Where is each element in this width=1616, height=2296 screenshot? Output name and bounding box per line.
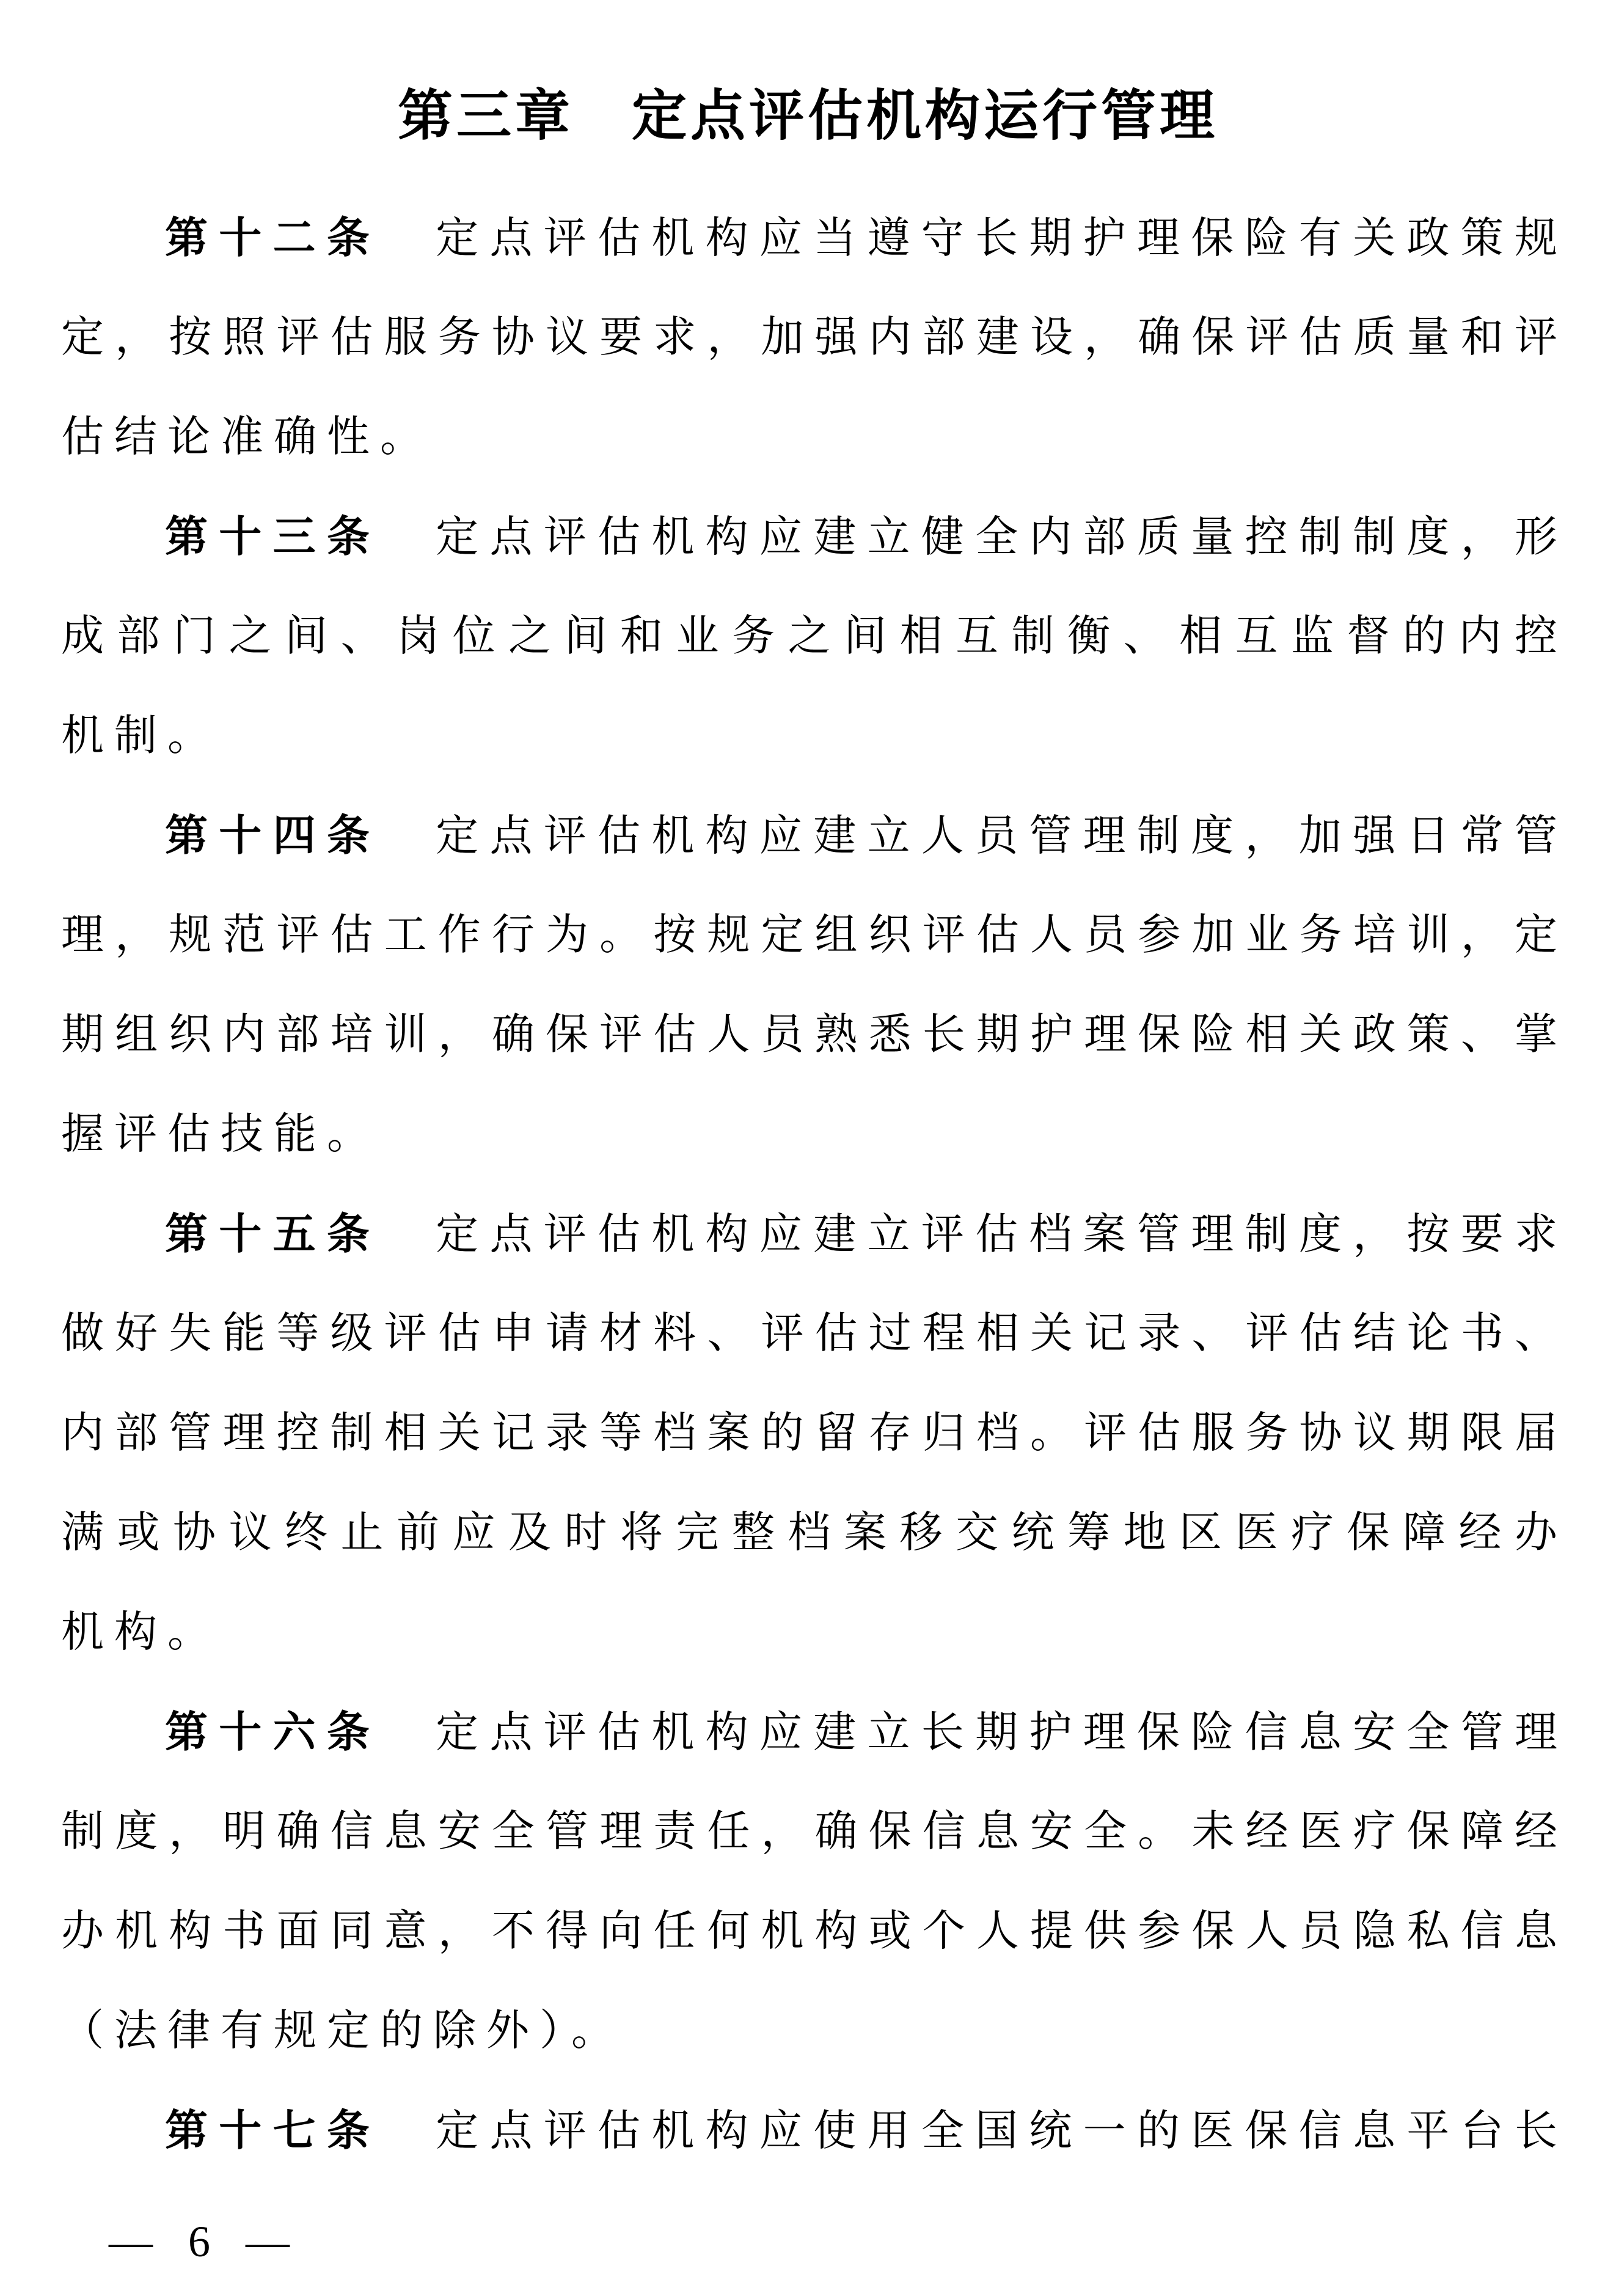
body-line: 制度，明确信息安全管理责任，确保信息安全。未经医疗保障经 <box>61 1808 1568 1855</box>
footer-dash-right: — <box>246 2217 290 2266</box>
body-line: （法律有规定的除外）。 <box>61 2008 624 2055</box>
body-line <box>61 1184 1568 1284</box>
body-line <box>61 487 1568 587</box>
body-line: 期组织内部培训，确保评估人员熟悉长期护理保险相关政策、掌 <box>61 1011 1568 1058</box>
body-line: 机制。 <box>61 713 221 760</box>
article-text: 定点评估机构应使用全国统一的医保信息平台长 <box>436 2108 1568 2155</box>
body-line: 成部门之间、岗位之间和业务之间相互制衡、相互监督的内控 <box>61 613 1568 660</box>
body-line: 内部管理控制相关记录等档案的留存归档。评估服务协议期限届 <box>61 1410 1568 1457</box>
body-line <box>61 786 1568 886</box>
body-line: 定，按照评估服务协议要求，加强内部建设，确保评估质量和评 <box>61 314 1568 361</box>
article-number: 第十二条 <box>165 214 381 262</box>
article-number: 第十四条 <box>165 812 381 859</box>
article-number: 第十五条 <box>165 1210 381 1258</box>
body-line <box>61 2081 1568 2180</box>
document-body <box>61 188 1568 2180</box>
footer-dash-left: — <box>109 2217 153 2266</box>
body-line: 办机构书面同意，不得向任何机构或个人提供参保人员隐私信息 <box>61 1908 1568 1955</box>
article-text: 定点评估机构应建立健全内部质量控制制度，形 <box>436 514 1568 561</box>
article-text: 定点评估机构应当遵守长期护理保险有关政策规 <box>436 215 1568 262</box>
chapter-name: 定点评估机构运行管理 <box>632 86 1218 147</box>
body-line: 机构。 <box>61 1609 221 1656</box>
chapter-title <box>0 87 1616 145</box>
body-line: 理，规范评估工作行为。按规定组织评估人员参加业务培训，定 <box>61 912 1568 959</box>
article-text: 定点评估机构应建立评估档案管理制度，按要求 <box>436 1211 1568 1258</box>
body-line: 满或协议终止前应及时将完整档案移交统筹地区医疗保障经办 <box>61 1509 1568 1557</box>
article-number: 第十七条 <box>165 2107 381 2154</box>
article-number: 第十六条 <box>165 1708 381 1756</box>
article-text: 定点评估机构应建立长期护理保险信息安全管理 <box>436 1709 1568 1756</box>
page-footer <box>109 2211 290 2272</box>
chapter-number: 第三章 <box>398 86 574 147</box>
body-line: 做好失能等级评估申请材料、评估过程相关记录、评估结论书、 <box>61 1310 1568 1357</box>
article-number: 第十三条 <box>165 513 381 560</box>
article-text: 定点评估机构应建立人员管理制度，加强日常管 <box>436 813 1568 860</box>
body-line: 估结论准确性。 <box>61 414 433 461</box>
page-number: 6 <box>188 2217 210 2266</box>
body-line <box>61 188 1568 288</box>
body-line <box>61 1682 1568 1782</box>
body-line: 握评估技能。 <box>61 1111 380 1158</box>
